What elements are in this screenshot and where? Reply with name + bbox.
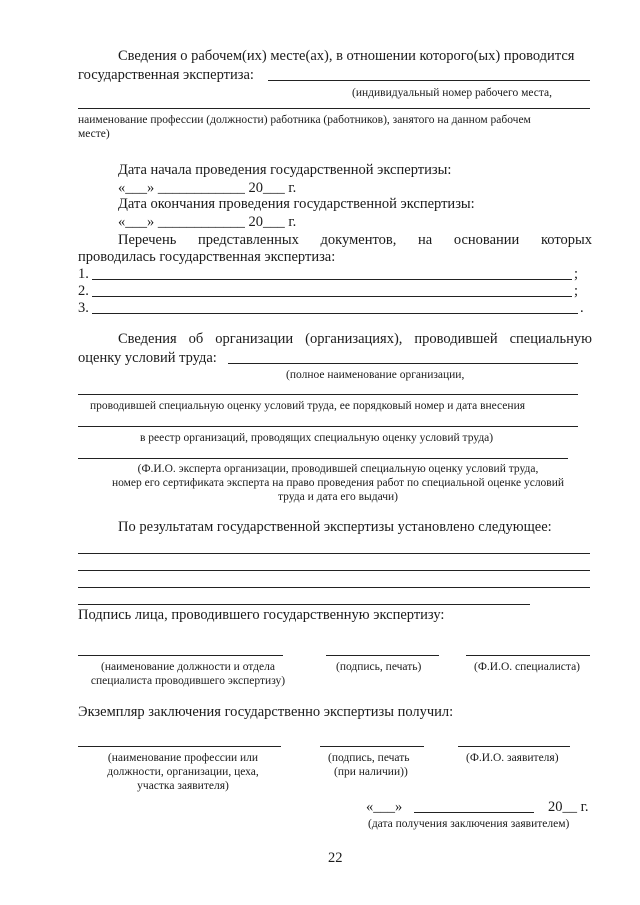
organization-heading-line1: Сведения об организации (организациях), проводившей специальную xyxy=(118,331,592,347)
organization-fill-line xyxy=(228,363,578,364)
document-item-end: ; xyxy=(574,283,579,299)
receiver-heading: Экземпляр заключения государственно экспертизы получил: xyxy=(78,704,454,720)
organization-caption-6: труда и дата его выдачи) xyxy=(277,491,399,503)
results-line xyxy=(78,553,590,554)
organization-fill-line-4 xyxy=(78,458,568,459)
workplace-caption-1: (индивидуальный номер рабочего места, xyxy=(352,87,552,99)
workplace-heading-line2: государственная экспертиза: xyxy=(78,67,254,83)
organization-caption-2: проводившей специальную оценку условий труда, ее порядковый номер и дата внесения xyxy=(90,400,526,412)
expert-position-caption-2: специалиста проводившего экспертизу) xyxy=(90,675,286,687)
document-item-end: ; xyxy=(574,266,579,282)
document-item-number: 3. xyxy=(78,300,89,316)
workplace-caption-2: наименование профессии (должности) работника (работников), занятого на данном рабочем xyxy=(78,114,531,126)
start-date-label: Дата начала проведения государственной экспертизы: xyxy=(118,162,452,178)
documents-heading-line1: Перечень представленных документов, на основании которых xyxy=(118,232,592,248)
workplace-heading-line1: Сведения о рабочем(их) месте(ах), в отношении которого(ых) проводится xyxy=(118,48,575,64)
expert-sign-line xyxy=(326,655,439,656)
expert-name-line xyxy=(466,655,590,656)
workplace-fill-line-2 xyxy=(78,108,590,109)
end-date-template: «___» ____________ 20___ г. xyxy=(118,214,297,230)
receiver-date-year: 20__ г. xyxy=(548,799,589,815)
receiver-position-caption-2: должности, организации, цеха, xyxy=(107,766,259,778)
results-line xyxy=(78,604,530,605)
organization-caption-5: номер его сертификата эксперта на право проведения работ по специальной оценке условий xyxy=(111,477,565,489)
organization-caption-1: (полное наименование организации, xyxy=(286,369,465,381)
document-item-end: . xyxy=(580,300,584,316)
receiver-sign-line xyxy=(320,746,424,747)
document-item-line xyxy=(92,313,578,314)
receiver-date-open: «___» xyxy=(366,799,403,815)
document-item-line xyxy=(92,279,572,280)
document-item-line xyxy=(92,296,572,297)
expert-name-caption: (Ф.И.О. специалиста) xyxy=(474,661,580,673)
results-heading: По результатам государственной экспертизы установлено следующее: xyxy=(118,519,552,535)
expert-position-caption-1: (наименование должности и отдела xyxy=(101,661,275,673)
receiver-position-caption-1: (наименование профессии или xyxy=(107,752,259,764)
document-item-number: 1. xyxy=(78,266,89,282)
receiver-date-month-line xyxy=(414,812,534,813)
expert-signature-heading: Подпись лица, проводившего государственную экспертизу: xyxy=(78,607,445,623)
organization-heading-line2: оценку условий труда: xyxy=(78,350,217,366)
workplace-fill-line xyxy=(268,80,590,81)
document-item-number: 2. xyxy=(78,283,89,299)
expert-position-line xyxy=(78,655,283,656)
organization-fill-line-3 xyxy=(78,426,578,427)
receiver-sign-caption-1: (подпись, печать xyxy=(328,752,410,764)
expert-sign-caption: (подпись, печать) xyxy=(336,661,422,673)
start-date-template: «___» ____________ 20___ г. xyxy=(118,180,297,196)
receiver-position-line xyxy=(78,746,281,747)
organization-caption-4: (Ф.И.О. эксперта организации, проводившей специальную оценку условий труда, xyxy=(137,463,539,475)
receiver-date-caption: (дата получения заключения заявителем) xyxy=(368,818,570,830)
results-line xyxy=(78,570,590,571)
page-number: 22 xyxy=(328,850,343,866)
end-date-label: Дата окончания проведения государственной экспертизы: xyxy=(118,196,475,212)
receiver-name-caption: (Ф.И.О. заявителя) xyxy=(466,752,559,764)
organization-caption-3: в реестр организаций, проводящих специальную оценку условий труда) xyxy=(140,432,494,444)
receiver-sign-caption-2: (при наличии)) xyxy=(334,766,408,778)
organization-fill-line-2 xyxy=(78,394,578,395)
workplace-caption-3: месте) xyxy=(78,128,110,140)
documents-heading-line2: проводилась государственная экспертиза: xyxy=(78,249,336,265)
results-line xyxy=(78,587,590,588)
receiver-name-line xyxy=(458,746,570,747)
receiver-position-caption-3: участка заявителя) xyxy=(137,780,229,792)
